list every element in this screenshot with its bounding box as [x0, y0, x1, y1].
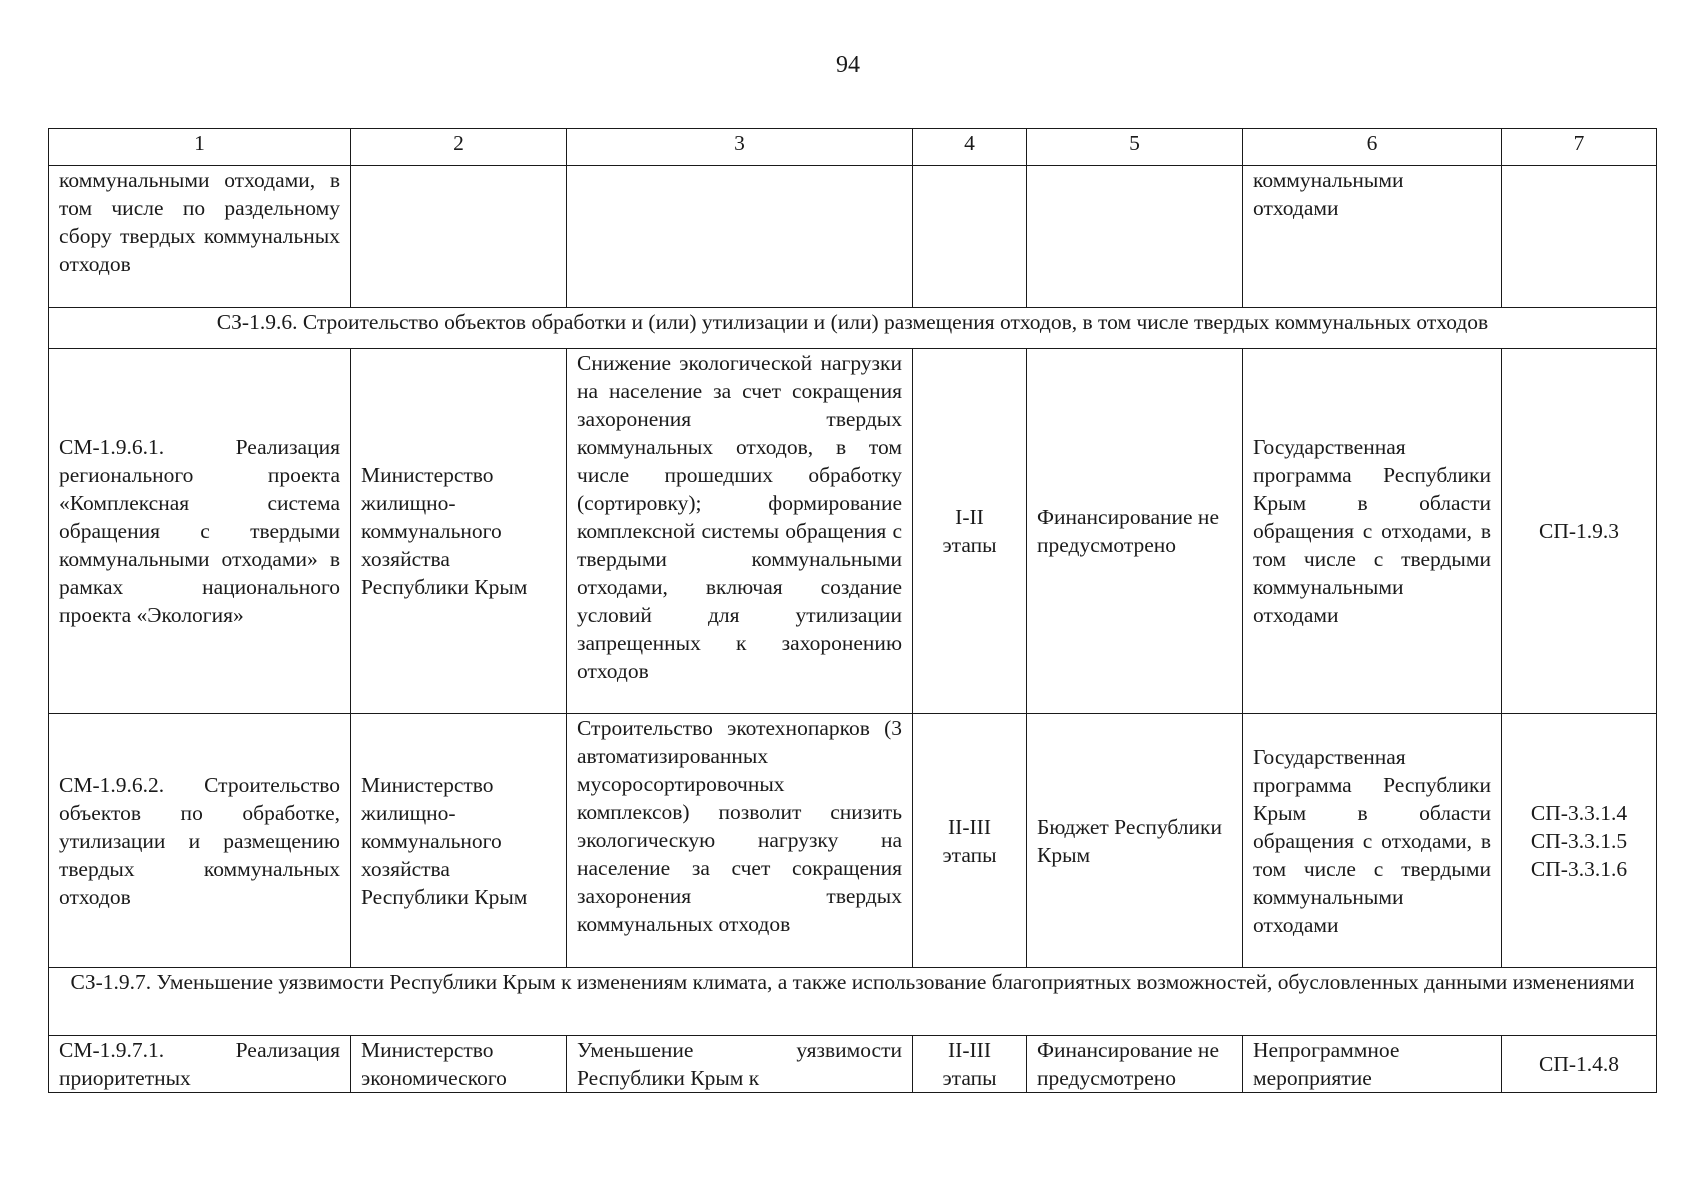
program-cell: Непрограммное мероприятие [1243, 1036, 1502, 1093]
stage-cell: II-III этапы [913, 714, 1027, 968]
stage-cell: I-II этапы [913, 349, 1027, 714]
table-row [49, 166, 1657, 308]
measure-name-cell: коммунальными отходами, в том числе по раздельному сбору твердых коммунальных отходов [49, 166, 351, 308]
measures-table [48, 128, 1657, 1093]
column-number: 3 [567, 129, 913, 166]
executor-cell: Министерство экономического [351, 1036, 567, 1093]
funding-cell: Бюджет Республики Крым [1027, 714, 1243, 968]
program-cell: Государственная программа Республики Крым в области обращения с отходами, в том числе с твердыми коммунальными отходами [1243, 349, 1502, 714]
column-number: 4 [913, 129, 1027, 166]
column-number: 6 [1243, 129, 1502, 166]
program-cell: Государственная программа Республики Крым в области обращения с отходами, в том числе с твердыми коммунальными отходами [1243, 714, 1502, 968]
expected-result-cell: Строительство экотехнопарков (3 автоматизированных мусоросортировочных комплексов) позволит снизить экологическую нагрузку на население за счет сокращения захоронения твердых коммунальных отходов [567, 714, 913, 968]
column-number: 1 [49, 129, 351, 166]
column-number: 2 [351, 129, 567, 166]
funding-cell: Финансирование не предусмотрено [1027, 349, 1243, 714]
measure-name-cell: СМ-1.9.6.2. Строительство объектов по обработке, утилизации и размещению твердых коммунальных отходов [49, 714, 351, 968]
column-number: 7 [1502, 129, 1657, 166]
expected-result-cell [567, 166, 913, 308]
section-title: СЗ-1.9.6. Строительство объектов обработки и (или) утилизации и (или) размещения отходов, в том числе твердых коммунальных отходов [49, 308, 1657, 349]
column-number: 5 [1027, 129, 1243, 166]
expected-result-cell: Уменьшение уязвимости Республики Крым к [567, 1036, 913, 1093]
executor-cell: Министерство жилищно-коммунального хозяйства Республики Крым [351, 349, 567, 714]
program-cell: коммунальными отходами [1243, 166, 1502, 308]
column-number-row [49, 129, 1657, 166]
executor-cell: Министерство жилищно-коммунального хозяйства Республики Крым [351, 714, 567, 968]
measure-name-cell: СМ-1.9.6.1. Реализация регионального проекта «Комплексная система обращения с твердыми коммунальными отходами» в рамках национального проекта «Экология» [49, 349, 351, 714]
section-row [49, 968, 1657, 1036]
funding-cell [1027, 166, 1243, 308]
link-cell [1502, 166, 1657, 308]
link-cell: СП-1.4.8 [1502, 1036, 1657, 1093]
measure-name-cell: СМ-1.9.7.1. Реализация приоритетных [49, 1036, 351, 1093]
funding-cell: Финансирование не предусмотрено [1027, 1036, 1243, 1093]
section-title: СЗ-1.9.7. Уменьшение уязвимости Республики Крым к изменениям климата, а также использование благоприятных возможностей, обусловленных данными изменениями [49, 968, 1657, 1036]
link-cell: СП-1.9.3 [1502, 349, 1657, 714]
stage-cell: II-III этапы [913, 1036, 1027, 1093]
table-row [49, 714, 1657, 968]
stage-cell [913, 166, 1027, 308]
page-number: 94 [836, 52, 860, 78]
executor-cell [351, 166, 567, 308]
link-cell: СП-3.3.1.4 СП-3.3.1.5 СП-3.3.1.6 [1502, 714, 1657, 968]
expected-result-cell: Снижение экологической нагрузки на население за счет сокращения захоронения твердых коммунальных отходов, в том числе прошедших обработку (сортировку); формирование комплексной системы обращения с твердыми коммунальными отходами, включая создание условий для утилизации запрещенных к захоронению отходов [567, 349, 913, 714]
table-row [49, 349, 1657, 714]
table-row [49, 1036, 1657, 1093]
section-row [49, 308, 1657, 349]
